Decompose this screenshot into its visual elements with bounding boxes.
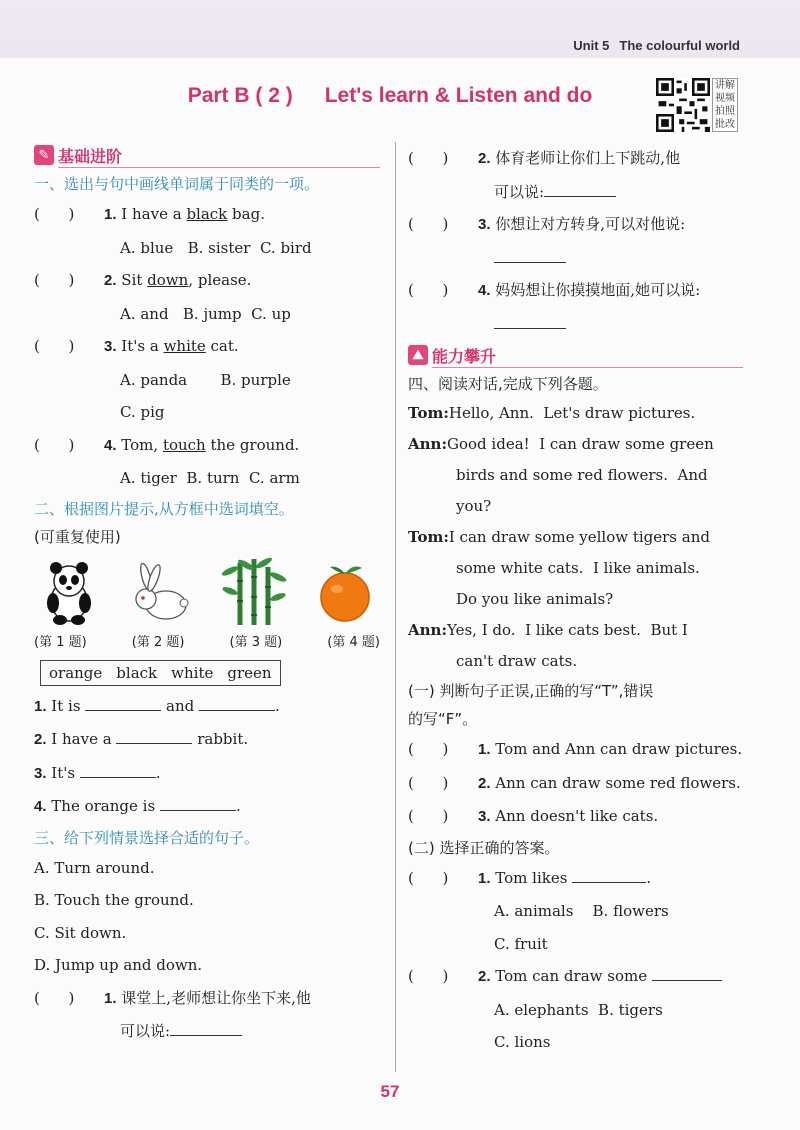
dialogue-line: birds and some red flowers. And xyxy=(456,466,708,484)
item-number: 2. xyxy=(34,731,47,748)
item-text: Ann can draw some red flowers. xyxy=(495,773,741,792)
caption: (第 1 题) xyxy=(34,634,87,650)
answer-paren[interactable]: ( ) xyxy=(34,205,75,223)
pencil-icon: ✎ xyxy=(34,145,54,165)
dialogue xyxy=(408,398,743,677)
answer-blank[interactable] xyxy=(80,763,156,778)
item-options: A. animals B. flowers xyxy=(494,902,669,920)
word-option: green xyxy=(227,663,272,682)
speaker: Tom: xyxy=(408,528,449,546)
fill-item xyxy=(34,790,380,824)
unit-title: The colourful world xyxy=(619,38,740,53)
situation-item xyxy=(408,274,743,308)
unit-tag xyxy=(573,38,740,53)
part-subtitle: Let's learn & Listen and do xyxy=(324,84,593,107)
answer-paren[interactable]: ( ) xyxy=(34,435,75,454)
item-text: Sit xyxy=(121,271,148,289)
item-number: 4. xyxy=(104,436,117,454)
item-options: C. pig xyxy=(120,403,165,421)
item-text: Tom, xyxy=(121,435,163,454)
situation-item-cont xyxy=(408,242,743,275)
caption: (第 3 题) xyxy=(229,634,283,650)
right-column xyxy=(408,140,743,1059)
qr-code-icon[interactable] xyxy=(656,78,710,132)
fill-item xyxy=(34,723,380,757)
answer-blank[interactable] xyxy=(116,729,192,744)
bamboo-icon xyxy=(218,557,288,627)
item-text: cat. xyxy=(205,337,239,355)
column-divider xyxy=(395,142,396,1072)
item-text: rabbit. xyxy=(192,730,249,748)
answer-paren[interactable]: ( ) xyxy=(408,149,449,167)
option-line: C. Sit down. xyxy=(34,923,127,942)
situation-item xyxy=(408,142,743,176)
answer-paren[interactable]: ( ) xyxy=(408,773,449,792)
item-text: It's xyxy=(51,763,80,782)
q2-heading-note: (可重复使用) xyxy=(34,527,121,546)
item-text: 体育老师让你们上下跳动,他 xyxy=(495,149,681,167)
section-rule xyxy=(58,167,380,168)
climb-icon: ⛰ xyxy=(408,345,428,365)
item-number: 4. xyxy=(34,798,47,815)
choice-item xyxy=(408,960,743,994)
item-number: 4. xyxy=(478,282,491,299)
answer-paren[interactable]: ( ) xyxy=(408,967,449,985)
section-advanced xyxy=(408,340,743,370)
section-basic xyxy=(34,140,380,170)
dialogue-turn xyxy=(408,429,743,460)
item-text: Tom and Ann can draw pictures. xyxy=(495,740,743,758)
part2-heading: (二) 选择正确的答案。 xyxy=(408,838,560,857)
item-number: 1. xyxy=(104,989,117,1007)
dialogue-turn xyxy=(408,615,743,646)
item-options: A. panda B. purple xyxy=(120,370,291,389)
answer-paren[interactable]: ( ) xyxy=(408,807,449,825)
word-option: orange xyxy=(49,663,103,682)
section-basic-title: 基础进阶 xyxy=(58,146,123,166)
answer-paren[interactable]: ( ) xyxy=(34,337,75,355)
dialogue-line: you? xyxy=(456,497,492,515)
answer-blank[interactable] xyxy=(652,966,722,981)
answer-blank[interactable] xyxy=(199,696,275,711)
answer-paren[interactable]: ( ) xyxy=(408,740,449,758)
word-box xyxy=(40,660,281,686)
left-column xyxy=(34,140,380,1048)
answer-blank[interactable] xyxy=(494,248,566,263)
q1-item xyxy=(34,264,380,330)
item-text: and xyxy=(161,696,200,715)
dialogue-line: Yes, I do. I like cats best. But I xyxy=(447,621,688,639)
item-text: bag. xyxy=(227,205,265,223)
item-number: 2. xyxy=(104,272,117,289)
word-option: black xyxy=(116,663,158,682)
tf-item xyxy=(408,733,743,767)
item-number: 1. xyxy=(478,869,491,887)
item-options: A. elephants B. tigers xyxy=(494,1000,663,1019)
situation-item-cont xyxy=(34,1015,380,1048)
fill-item xyxy=(34,757,380,791)
picture-row xyxy=(34,557,380,627)
option-line: D. Jump up and down. xyxy=(34,956,203,974)
item-text: 可以说: xyxy=(494,182,545,201)
situation-item xyxy=(34,982,380,1016)
item-text: . xyxy=(155,763,161,782)
answer-blank[interactable] xyxy=(170,1021,242,1036)
item-text: I have a xyxy=(121,205,187,223)
item-number: 3. xyxy=(478,216,491,233)
picture-captions xyxy=(34,631,380,650)
q1-item xyxy=(34,330,380,429)
answer-blank[interactable] xyxy=(494,314,566,329)
item-number: 1. xyxy=(478,741,491,758)
answer-paren[interactable]: ( ) xyxy=(408,281,449,299)
item-options: A. tiger B. turn C. arm xyxy=(120,469,300,487)
underlined-word: down xyxy=(147,271,189,289)
situation-item-cont xyxy=(408,308,743,341)
caption: (第 4 题) xyxy=(327,634,380,650)
item-options: A. and B. jump C. up xyxy=(120,304,291,323)
answer-paren[interactable]: ( ) xyxy=(34,988,75,1007)
speaker: Ann: xyxy=(408,435,447,453)
item-number: 2. xyxy=(478,774,491,792)
dialogue-turn xyxy=(408,398,743,429)
option-line: A. Turn around. xyxy=(34,858,155,877)
situation-item-cont xyxy=(408,176,743,209)
item-text: 妈妈想让你摸摸地面,她可以说: xyxy=(495,281,701,299)
rabbit-icon xyxy=(126,557,196,627)
q1-item xyxy=(34,429,380,495)
part-label: Part B ( 2 ) xyxy=(187,84,293,107)
section-advanced-title: 能力攀升 xyxy=(432,346,497,366)
speaker: Tom: xyxy=(408,404,449,422)
situation-item xyxy=(408,208,743,242)
page-number: 57 xyxy=(380,1082,400,1101)
answer-paren[interactable]: ( ) xyxy=(408,215,449,233)
item-number: 3. xyxy=(34,764,47,782)
dialogue-line: can't draw cats. xyxy=(456,652,578,670)
item-text: The orange is xyxy=(51,797,160,815)
choice-item xyxy=(408,862,743,896)
q4-heading: 四、阅读对话,完成下列各题。 xyxy=(408,375,608,393)
dialogue-turn xyxy=(408,522,743,553)
item-text: , please. xyxy=(188,271,252,289)
panda-icon xyxy=(34,557,104,627)
item-number: 2. xyxy=(478,968,491,985)
dialogue-line: Do you like animals? xyxy=(456,590,614,608)
underlined-word: black xyxy=(186,205,228,223)
item-number: 2. xyxy=(478,150,491,167)
item-text: . xyxy=(235,797,241,815)
dialogue-line: I can draw some yellow tigers and xyxy=(448,528,710,546)
item-number: 1. xyxy=(34,697,47,715)
word-option: white xyxy=(171,663,214,682)
item-options: C. lions xyxy=(494,1033,551,1051)
item-number: 1. xyxy=(104,206,117,223)
underlined-word: touch xyxy=(162,435,206,454)
part1-heading-cont: 的写“F”。 xyxy=(408,710,478,728)
item-text: . xyxy=(646,868,651,887)
item-text: 你想让对方转身,可以对他说: xyxy=(495,215,686,233)
item-options: A. blue B. sister C. bird xyxy=(120,238,312,257)
item-text: It is xyxy=(51,696,86,715)
tf-item xyxy=(408,800,743,834)
item-text: Ann doesn't like cats. xyxy=(495,807,659,825)
fill-item xyxy=(34,690,380,724)
item-options: C. fruit xyxy=(494,934,548,953)
item-text: the ground. xyxy=(205,435,300,454)
speaker: Ann: xyxy=(408,621,447,639)
item-text: It's a xyxy=(121,337,164,355)
q3-heading: 三、给下列情景选择合适的句子。 xyxy=(34,828,260,847)
tf-item xyxy=(408,767,743,801)
item-text: Tom likes xyxy=(495,868,573,887)
answer-blank[interactable] xyxy=(572,868,646,883)
answer-blank[interactable] xyxy=(160,796,236,811)
underlined-word: white xyxy=(163,337,206,355)
section-rule xyxy=(432,367,743,368)
qr-caption: 讲解视频拍照批改 xyxy=(712,78,738,132)
unit-label: Unit 5 xyxy=(573,38,610,53)
dialogue-line: Hello, Ann. Let's draw pictures. xyxy=(448,404,696,422)
item-text: Tom can draw some xyxy=(495,967,652,985)
item-text: . xyxy=(275,696,280,715)
answer-blank[interactable] xyxy=(544,182,616,197)
answer-paren[interactable]: ( ) xyxy=(34,271,75,289)
orange-icon xyxy=(310,557,380,627)
answer-blank[interactable] xyxy=(85,696,161,711)
q1-heading: 一、选出与句中画线单词属于同类的一项。 xyxy=(34,175,320,193)
item-number: 3. xyxy=(478,808,491,825)
item-text: I have a xyxy=(51,730,117,748)
part1-heading: (一) 判断句子正误,正确的写“T”,错误 xyxy=(408,682,654,700)
dialogue-line: some white cats. I like animals. xyxy=(456,559,700,577)
answer-paren[interactable]: ( ) xyxy=(408,868,449,887)
q2-heading: 二、根据图片提示,从方框中选词填空。 xyxy=(34,499,294,518)
q1-item xyxy=(34,198,380,264)
dialogue-line: Good idea! I can draw some green xyxy=(447,435,714,453)
item-text: 课堂上,老师想让你坐下来,他 xyxy=(121,988,311,1007)
option-line: B. Touch the ground. xyxy=(34,891,194,909)
item-text: 可以说: xyxy=(120,1022,171,1040)
caption: (第 2 题) xyxy=(131,634,185,650)
item-number: 3. xyxy=(104,338,117,355)
